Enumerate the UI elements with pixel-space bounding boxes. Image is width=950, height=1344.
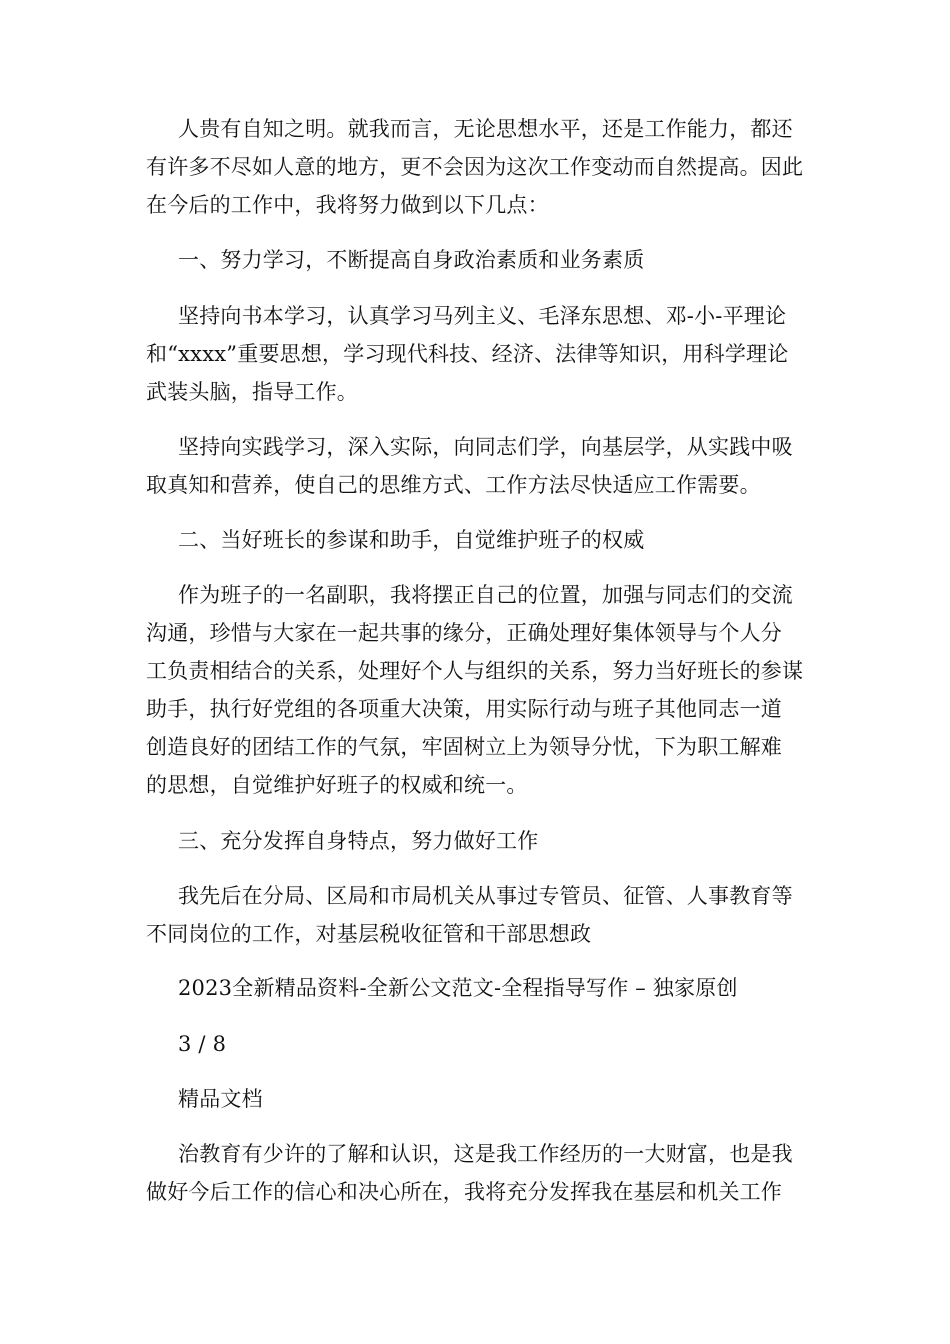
- footer-banner: 2023全新精品资料-全新公文范文-全程指导写作 – 独家原创: [178, 976, 738, 1000]
- paragraph-experience-line-1: 我先后在分局、区局和市局机关从事过专管员、征管、人事教育等: [178, 884, 793, 908]
- paragraph-study-practice-line-2: 取真知和营养，使自己的思维方式、工作方法尽快适应工作需要。: [146, 473, 761, 497]
- page-number: 3 / 8: [178, 1032, 227, 1056]
- paragraph-continuation-line-2: 做好今后工作的信心和决心所在，我将充分发挥我在基层和机关工作: [146, 1180, 782, 1204]
- section-heading-2: 二、当好班长的参谋和助手，自觉维护班子的权威: [178, 528, 645, 552]
- paragraph-deputy-role-line-3: 工负责相结合的关系，处理好个人与组织的关系，努力当好班长的参谋: [146, 659, 804, 683]
- paragraph-deputy-role-line-4: 助手，执行好党组的各项重大决策，用实际行动与班子其他同志一道: [146, 697, 782, 721]
- paragraph-deputy-role-line-2: 沟通，珍惜与大家在一起共事的缘分，正确处理好集体领导与个人分: [146, 621, 782, 645]
- paragraph-study-books-line-2: 和“xxxx”重要思想，学习现代科技、经济、法律等知识，用科学理论: [146, 342, 789, 366]
- paragraph-study-practice-line-1: 坚持向实践学习，深入实际，向同志们学，向基层学，从实践中吸: [178, 435, 793, 459]
- paragraph-experience-line-2: 不同岗位的工作，对基层税收征管和干部思想政: [146, 922, 592, 946]
- section-heading-1: 一、努力学习，不断提高自身政治素质和业务素质: [178, 248, 645, 272]
- paragraph-intro-line-2: 有许多不尽如人意的地方，更不会因为这次工作变动而自然提高。因此: [146, 155, 804, 179]
- paragraph-deputy-role-line-1: 作为班子的一名副职，我将摆正自己的位置，加强与同志们的交流: [178, 583, 793, 607]
- section-heading-3: 三、充分发挥自身特点，努力做好工作: [178, 829, 539, 853]
- paragraph-intro-line-3: 在今后的工作中，我将努力做到以下几点：: [146, 193, 549, 217]
- paragraph-continuation-line-1: 治教育有少许的了解和认识，这是我工作经历的一大财富，也是我: [178, 1142, 793, 1166]
- paragraph-study-books-line-1: 坚持向书本学习，认真学习马列主义、毛泽东思想、邓-小-平理论: [178, 304, 787, 328]
- paragraph-deputy-role-line-6: 的思想，自觉维护好班子的权威和统一。: [146, 773, 528, 797]
- paragraph-intro-line-1: 人贵有自知之明。就我而言，无论思想水平，还是工作能力，都还: [178, 117, 793, 141]
- paragraph-deputy-role-line-5: 创造良好的团结工作的气氛，牢固树立上为领导分忧，下为职工解难: [146, 735, 782, 759]
- document-label: 精品文档: [178, 1087, 263, 1111]
- paragraph-study-books-line-3: 武装头脑，指导工作。: [146, 380, 358, 404]
